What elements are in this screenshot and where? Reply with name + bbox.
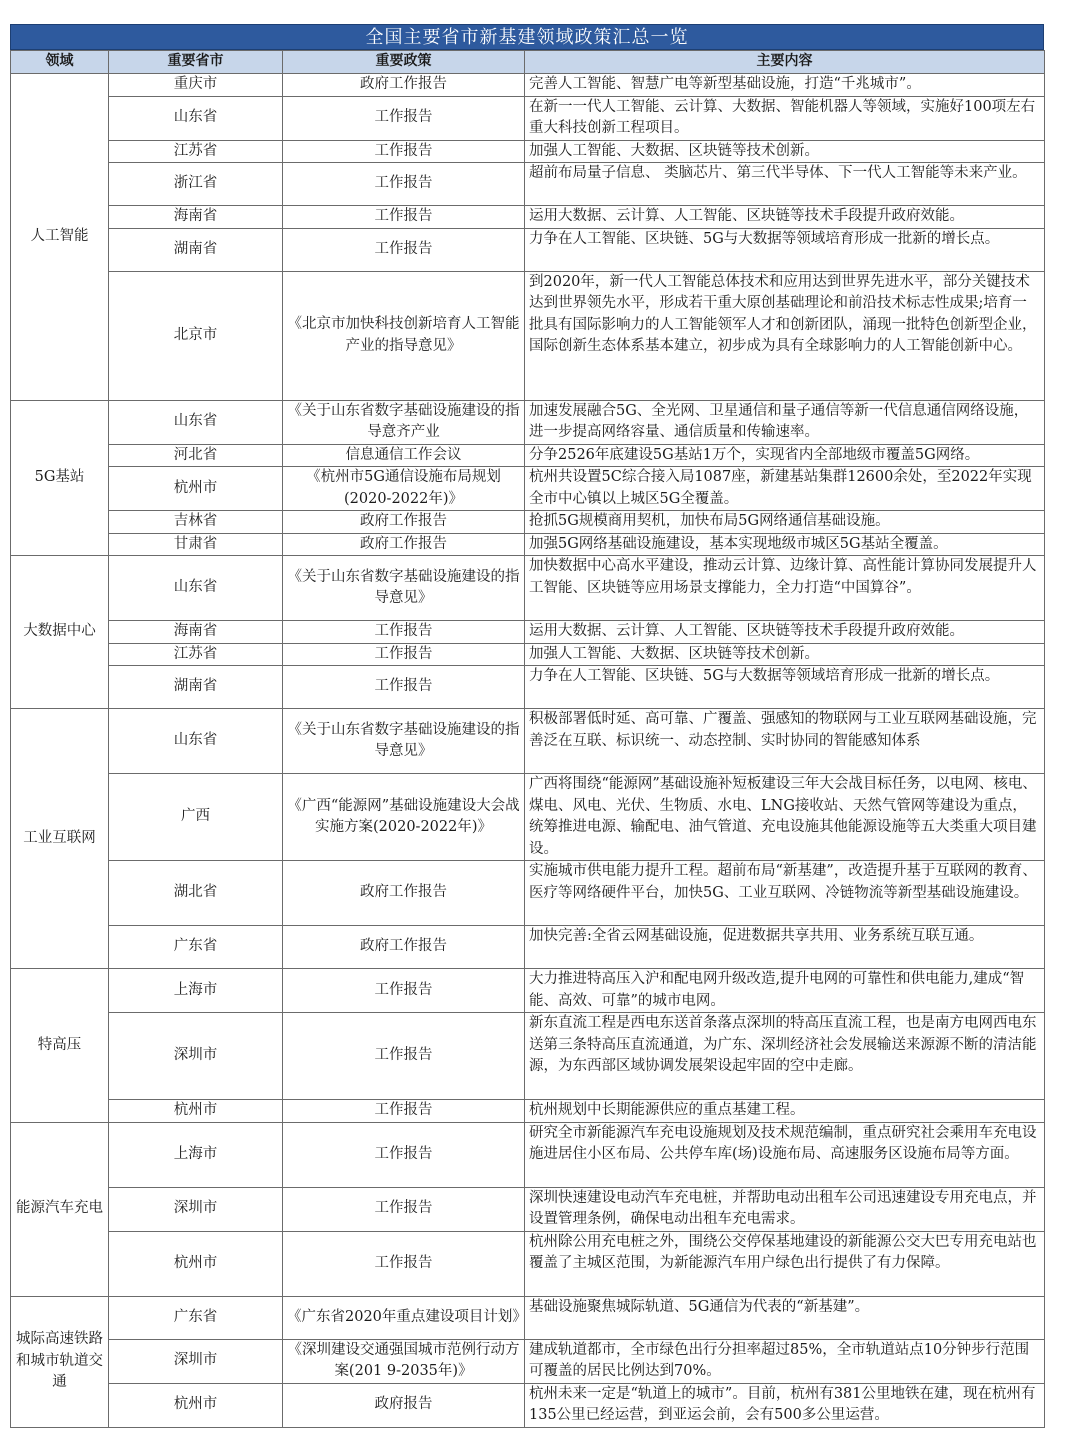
domain-cell: 人工智能 xyxy=(11,74,109,401)
table-row xyxy=(11,556,1045,621)
domain-cell: 特高压 xyxy=(11,969,109,1123)
table-body xyxy=(11,74,1045,1428)
table-row xyxy=(11,666,1045,709)
table-row xyxy=(11,709,1045,774)
table-row xyxy=(11,533,1045,556)
province-cell: 上海市 xyxy=(109,1122,283,1187)
table-row xyxy=(11,206,1045,229)
table-row xyxy=(11,1231,1045,1296)
content-cell: 完善人工智能、智慧广电等新型基础设施，打造“千兆城市”。 xyxy=(525,74,1045,97)
table-row xyxy=(11,228,1045,271)
table-row xyxy=(11,861,1045,926)
province-cell: 浙江省 xyxy=(109,163,283,206)
header-content: 主要内容 xyxy=(525,51,1045,74)
table-row xyxy=(11,96,1045,140)
content-cell: 杭州规划中长期能源供应的重点基建工程。 xyxy=(525,1100,1045,1123)
table-row xyxy=(11,400,1045,444)
content-cell: 到2020年，新一代人工智能总体技术和应用达到世界先进水平，部分关键技术达到世界领先水平，形成若干重大原创基础理论和前沿技术标志性成果;培育一批具有国际影响力的人工智能领军人才和创新团队，涌现一批特色创新型企业，国际创新生态体系基本建立，初步成为具有全球影响力的人工智能创新中心。 xyxy=(525,271,1045,400)
content-cell: 抢抓5G规模商用契机，加快布局5G网络通信基础设施。 xyxy=(525,511,1045,534)
province-cell: 甘肃省 xyxy=(109,533,283,556)
table-row xyxy=(11,1013,1045,1100)
policy-cell: 《广西“能源网”基础设施建设大会战实施方案(2020-2022年)》 xyxy=(283,774,525,861)
policy-cell: 《广东省2020年重点建设项目计划》 xyxy=(283,1296,525,1339)
table-row xyxy=(11,643,1045,666)
province-cell: 吉林省 xyxy=(109,511,283,534)
content-cell: 加快完善:全省云网基础设施，促进数据共享共用、业务系统互联互通。 xyxy=(525,926,1045,969)
table-row xyxy=(11,1122,1045,1187)
domain-cell: 5G基站 xyxy=(11,400,109,556)
content-cell: 加强5G网络基础设施建设，基本实现地级市城区5G基站全覆盖。 xyxy=(525,533,1045,556)
policy-cell: 工作报告 xyxy=(283,643,525,666)
province-cell: 北京市 xyxy=(109,271,283,400)
province-cell: 湖北省 xyxy=(109,861,283,926)
policy-cell: 政府报告 xyxy=(283,1383,525,1427)
domain-cell: 能源汽车充电 xyxy=(11,1122,109,1296)
content-cell: 加快数据中心高水平建设，推动云计算、边缘计算、高性能计算协同发展提升人工智能、区块链等应用场景支撑能力，全力打造“中国算谷”。 xyxy=(525,556,1045,621)
policy-cell: 《关于山东省数字基础设施建设的指导意见》 xyxy=(283,709,525,774)
policy-cell: 政府工作报告 xyxy=(283,861,525,926)
table-row xyxy=(11,969,1045,1013)
policy-cell: 政府工作报告 xyxy=(283,74,525,97)
content-cell: 加强人工智能、大数据、区块链等技术创新。 xyxy=(525,140,1045,163)
table-row xyxy=(11,1100,1045,1123)
province-cell: 深圳市 xyxy=(109,1339,283,1383)
header-policy: 重要政策 xyxy=(283,51,525,74)
table-row xyxy=(11,1187,1045,1231)
province-cell: 海南省 xyxy=(109,206,283,229)
policy-cell: 工作报告 xyxy=(283,96,525,140)
policy-cell: 《杭州市5G通信设施布局规划(2020-2022年)》 xyxy=(283,467,525,511)
content-cell: 研究全市新能源汽车充电设施规划及技术规范编制，重点研究社会乘用车充电设施进居住小区布局、公共停车库(场)设施布局、高速服务区设施布局等方面。 xyxy=(525,1122,1045,1187)
header-row xyxy=(11,51,1045,74)
policy-cell: 工作报告 xyxy=(283,1100,525,1123)
table-row xyxy=(11,1296,1045,1339)
province-cell: 山东省 xyxy=(109,400,283,444)
policy-cell: 政府工作报告 xyxy=(283,926,525,969)
province-cell: 广东省 xyxy=(109,926,283,969)
policy-table-sheet xyxy=(10,24,1044,1428)
content-cell: 广西将围绕“能源网”基础设施补短板建设三年大会战目标任务，以电网、核电、煤电、风电、光伏、生物质、水电、LNG接收站、天然气管网等建设为重点，统筹推进电源、输配电、油气管道、充电设施其他能源设施等五大类重大项目建设。 xyxy=(525,774,1045,861)
content-cell: 积极部署低时延、高可靠、广覆盖、强感知的物联网与工业互联网基础设施，完善泛在互联、标识统一、动态控制、实时协同的智能感知体系 xyxy=(525,709,1045,774)
province-cell: 杭州市 xyxy=(109,1100,283,1123)
province-cell: 深圳市 xyxy=(109,1187,283,1231)
province-cell: 江苏省 xyxy=(109,643,283,666)
table-row xyxy=(11,163,1045,206)
table-row xyxy=(11,1339,1045,1383)
table-title: 全国主要省市新基建领域政策汇总一览 xyxy=(10,24,1044,50)
province-cell: 广东省 xyxy=(109,1296,283,1339)
province-cell: 山东省 xyxy=(109,556,283,621)
content-cell: 分争2526年底建设5G基站1万个，实现省内全部地级市覆盖5G网络。 xyxy=(525,444,1045,467)
policy-table xyxy=(10,50,1045,1428)
domain-cell: 工业互联网 xyxy=(11,709,109,969)
table-row xyxy=(11,444,1045,467)
header-province: 重要省市 xyxy=(109,51,283,74)
domain-cell: 大数据中心 xyxy=(11,556,109,709)
province-cell: 山东省 xyxy=(109,96,283,140)
province-cell: 杭州市 xyxy=(109,467,283,511)
policy-cell: 政府工作报告 xyxy=(283,511,525,534)
province-cell: 江苏省 xyxy=(109,140,283,163)
table-row xyxy=(11,467,1045,511)
content-cell: 深圳快速建设电动汽车充电桩，并帮助电动出租车公司迅速建设专用充电点，并设置管理条例，确保电动出租车充电需求。 xyxy=(525,1187,1045,1231)
content-cell: 加速发展融合5G、全光网、卫星通信和量子通信等新一代信息通信网络设施，进一步提高网络容量、通信质量和传输速率。 xyxy=(525,400,1045,444)
policy-cell: 《关于山东省数字基础设施建设的指导意见》 xyxy=(283,556,525,621)
content-cell: 实施城市供电能力提升工程。超前布局“新基建”，改造提升基于互联网的教育、医疗等网络硬件平台，加快5G、工业互联网、冷链物流等新型基础设施建设。 xyxy=(525,861,1045,926)
content-cell: 运用大数据、云计算、人工智能、区块链等技术手段提升政府效能。 xyxy=(525,206,1045,229)
policy-cell: 《北京市加快科技创新培育人工智能产业的指导意见》 xyxy=(283,271,525,400)
table-row xyxy=(11,926,1045,969)
content-cell: 杭州除公用充电桩之外，围绕公交停保基地建设的新能源公交大巴专用充电站也覆盖了主城区范围，为新能源汽车用户绿色出行提供了有力保障。 xyxy=(525,1231,1045,1296)
table-row xyxy=(11,74,1045,97)
table-row xyxy=(11,140,1045,163)
table-row xyxy=(11,1383,1045,1427)
policy-cell: 信息通信工作会议 xyxy=(283,444,525,467)
domain-cell: 城际高速铁路和城市轨道交通 xyxy=(11,1296,109,1427)
policy-cell: 工作报告 xyxy=(283,228,525,271)
policy-cell: 《关于山东省数字基础设施建设的指导意齐产业 xyxy=(283,400,525,444)
content-cell: 在新一一代人工智能、云计算、大数据、智能机器人等领域，实施好100项左右重大科技创新工程项目。 xyxy=(525,96,1045,140)
content-cell: 大力推进特高压入沪和配电网升级改造,提升电网的可靠性和供电能力,建成“智能、高效、可靠”的城市电网。 xyxy=(525,969,1045,1013)
policy-cell: 工作报告 xyxy=(283,140,525,163)
header-domain: 领域 xyxy=(11,51,109,74)
policy-cell: 工作报告 xyxy=(283,206,525,229)
policy-cell: 工作报告 xyxy=(283,163,525,206)
province-cell: 湖南省 xyxy=(109,228,283,271)
policy-cell: 《深圳建设交通强国城市范例行动方案(201 9-2035年)》 xyxy=(283,1339,525,1383)
policy-cell: 工作报告 xyxy=(283,1231,525,1296)
content-cell: 杭州共设置5C综合接入局1087座，新建基站集群12600余处，至2022年实现全市中心镇以上城区5G全覆盖。 xyxy=(525,467,1045,511)
content-cell: 杭州未来一定是“轨道上的城市”。目前，杭州有381公里地铁在建，现在杭州有135公里已经运营，到亚运会前，会有500多公里运营。 xyxy=(525,1383,1045,1427)
content-cell: 力争在人工智能、区块链、5G与大数据等领域培育形成一批新的增长点。 xyxy=(525,666,1045,709)
province-cell: 河北省 xyxy=(109,444,283,467)
province-cell: 山东省 xyxy=(109,709,283,774)
policy-cell: 工作报告 xyxy=(283,666,525,709)
policy-cell: 工作报告 xyxy=(283,1122,525,1187)
province-cell: 重庆市 xyxy=(109,74,283,97)
content-cell: 加强人工智能、大数据、区块链等技术创新。 xyxy=(525,643,1045,666)
policy-cell: 政府工作报告 xyxy=(283,533,525,556)
content-cell: 基础设施聚焦城际轨道、5G通信为代表的“新基建”。 xyxy=(525,1296,1045,1339)
province-cell: 广西 xyxy=(109,774,283,861)
province-cell: 上海市 xyxy=(109,969,283,1013)
content-cell: 超前布局量子信息、 类脑芯片、第三代半导体、下一代人工智能等未来产业。 xyxy=(525,163,1045,206)
province-cell: 杭州市 xyxy=(109,1231,283,1296)
province-cell: 湖南省 xyxy=(109,666,283,709)
table-row xyxy=(11,774,1045,861)
table-row xyxy=(11,271,1045,400)
content-cell: 力争在人工智能、区块链、5G与大数据等领域培育形成一批新的增长点。 xyxy=(525,228,1045,271)
policy-cell: 工作报告 xyxy=(283,1187,525,1231)
province-cell: 杭州市 xyxy=(109,1383,283,1427)
table-row xyxy=(11,511,1045,534)
content-cell: 建成轨道都市，全市绿色出行分担率超过85%，全市轨道站点10分钟步行范围可覆盖的居民比例达到70%。 xyxy=(525,1339,1045,1383)
policy-cell: 工作报告 xyxy=(283,1013,525,1100)
content-cell: 新东直流工程是西电东送首条落点深圳的特高压直流工程，也是南方电网西电东送第三条特高压直流通道，为广东、深圳经济社会发展输送来源源不断的清洁能源，为东西部区域协调发展架设起牢固的空中走廊。 xyxy=(525,1013,1045,1100)
province-cell: 海南省 xyxy=(109,621,283,644)
table-row xyxy=(11,621,1045,644)
policy-cell: 工作报告 xyxy=(283,621,525,644)
policy-cell: 工作报告 xyxy=(283,969,525,1013)
content-cell: 运用大数据、云计算、人工智能、区块链等技术手段提升政府效能。 xyxy=(525,621,1045,644)
province-cell: 深圳市 xyxy=(109,1013,283,1100)
